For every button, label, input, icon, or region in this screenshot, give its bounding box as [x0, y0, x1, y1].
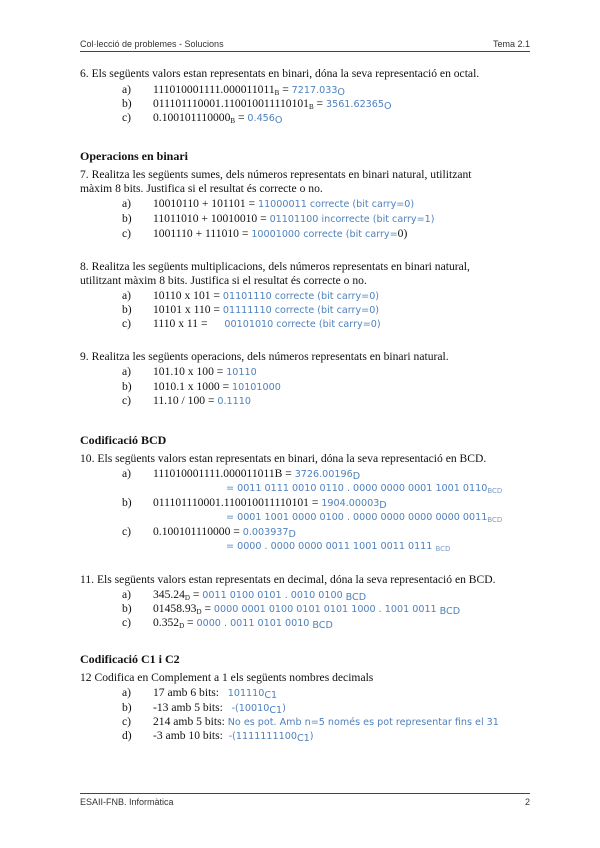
q7-a-answer: 11000011 correcte (bit carry=0)	[257, 199, 415, 210]
q10-c-answer: 0.003937	[242, 527, 289, 538]
q12-c-answer: No es pot. Amb n=5 només es pot representar fins el 31	[227, 717, 499, 728]
item-label: b)	[122, 97, 132, 110]
q11-c-line: $0.352_D = 0000$ . 0011 0101 0010 $_{BCD}$	[153, 616, 333, 631]
section-heading: Operacions en binari	[80, 149, 189, 163]
item-label: b)	[122, 602, 132, 615]
q12-b-line: -13 amb 5 bits: $-(10010_{C1})$	[153, 701, 286, 716]
q12-a-answer: 101110	[227, 688, 265, 699]
q10-a-line: $111010001111.000011011B = 3726.00196_D$	[153, 467, 361, 482]
q12-d-line: -3 amb 10 bits: $-(1111111100_{C1})$	[153, 729, 314, 744]
item-label: a)	[122, 467, 132, 480]
item-label: a)	[122, 83, 132, 96]
item-label: b)	[122, 212, 132, 225]
q9-c-answer: 0.1110	[217, 396, 251, 407]
header-topic: Tema 2.1	[492, 39, 530, 49]
item-label: b)	[122, 496, 132, 509]
q11-a-line: $345.24_D = 0011$ 0100 0101 . 0010 0100 $_{BCD}$	[153, 588, 367, 603]
q11-b-line: $01458.93_D = 0000$ 0001 0100 0101 0101 1000 . 1001 0011 $_{BCD}$	[153, 602, 461, 617]
item-label: c)	[122, 616, 132, 629]
q6-b-answer: 3561.62365	[326, 99, 384, 110]
section-heading: Codificació C1 i C2	[80, 652, 180, 666]
q10-b-answer: 1904.00003	[321, 498, 380, 509]
q10-a-bcd: = 0011 0111 0010 0110 . 0000 0000 0001 1001 $0110_{BCD}$	[226, 483, 503, 495]
q10-a-answer: 3726.00196	[294, 469, 353, 480]
q9-c-line: 11.10 / 100 = 0.1110	[153, 394, 251, 407]
q11-statement: 11. Els següents valors estan representats en decimal, dóna la seva representació en BCD.	[80, 573, 496, 586]
q10-b-bcd: = 0001 1001 0000 0100 . 0000 0000 0000 0000 $0011_{BCD}$	[226, 512, 503, 524]
q8-statement-1: 8. Realitza les següents multiplicacions, dels números representats en binari natural,	[80, 260, 470, 273]
page-header	[80, 39, 530, 49]
q10-c-bcd: = 0000 . 0000 0000 0011 1001 0011 0111 $_{BCD}$	[226, 541, 451, 553]
q7-c-answer: 10001000 correcte (bit carry=	[251, 229, 398, 240]
item-label: b)	[122, 380, 132, 393]
q9-statement: 9. Realitza les següents operacions, dels números representats en binari natural.	[80, 350, 449, 363]
item-label: c)	[122, 394, 132, 407]
item-label: a)	[122, 686, 132, 699]
q12-c-line: 214 amb 5 bits: No es pot. Amb n=5 només es pot representar fins el 31	[153, 715, 499, 728]
footer-course: ESAII-FNB. Informàtica	[80, 797, 174, 807]
q8-b-answer: 01111110 correcte (bit carry=0)	[222, 305, 380, 316]
item-label: c)	[122, 111, 132, 124]
q8-a-answer: 01101110 correcte (bit carry=0)	[222, 291, 380, 302]
item-label: b)	[122, 303, 132, 316]
page-number: 2	[524, 797, 530, 807]
item-label: d)	[122, 729, 132, 742]
q11-a-answer: 0011 0100 0101 . 0010 0100	[202, 590, 343, 601]
q9-b-answer: 10101000	[232, 382, 281, 393]
q8-b-line: 10101 x 110 = 01111110 correcte (bit carry=0)	[153, 303, 380, 316]
q8-statement-2: utilitzant màxim 8 bits. Justifica si el resultat és correcte o no.	[80, 274, 367, 287]
footer-rule	[80, 793, 530, 794]
item-label: b)	[122, 701, 132, 714]
item-label: a)	[122, 365, 132, 378]
item-label: a)	[122, 289, 132, 302]
section-heading: Codificació BCD	[80, 433, 167, 447]
q7-a-line: 10010110 + 101101 = 11000011 correcte (bit carry=0)	[153, 197, 415, 210]
q6-b-line: $011101110001.110010011110101_B = 3561.62365_O$	[153, 97, 392, 112]
q12-a-line: 17 amb 6 bits: $101110_{C1}$	[153, 686, 278, 701]
q10-b-line: $011101110001.110010011110101 = 1904.00003_D$	[153, 496, 387, 511]
q7-c-line: 1001110 + 111010 = 10001000 correcte (bit carry=0)	[153, 227, 408, 240]
q6-statement: 6. Els següents valors estan representats en binari, dóna la seva representació en octal.	[80, 67, 480, 80]
item-label: a)	[122, 197, 132, 210]
q11-c-answer: 0000 . 0011 0101 0010	[196, 618, 310, 629]
q11-b-answer: 0000 0001 0100 0101 0101 1000 . 1001 0011	[213, 604, 437, 615]
q9-b-line: 1010.1 x 1000 = 10101000	[153, 380, 281, 393]
item-label: c)	[122, 715, 132, 728]
q7-b-answer: 01101100 incorrecte (bit carry=1)	[269, 214, 435, 225]
header-rule	[80, 51, 530, 52]
q10-statement: 10. Els següents valors estan representats en binari, dóna la seva representació en BCD.	[80, 452, 487, 465]
q8-a-line: 10110 x 101 = 01101110 correcte (bit carry=0)	[153, 289, 380, 302]
q8-c-answer: 00101010 correcte (bit carry=0)	[224, 319, 381, 330]
q6-c-answer: 0.456	[247, 113, 275, 124]
q7-b-line: 11011010 + 10010010 = 01101100 incorrecte (bit carry=1)	[153, 212, 435, 225]
item-label: c)	[122, 317, 132, 330]
q9-a-answer: 10110	[226, 367, 257, 378]
q12-statement: 12 Codifica en Complement a 1 els següents nombres decimals	[80, 671, 374, 684]
q6-a-answer: 7217.033	[291, 85, 338, 96]
page-footer	[80, 797, 530, 807]
header-title: Col·lecció de problemes - Solucions	[80, 39, 224, 49]
q9-a-line: 101.10 x 100 = 10110	[153, 365, 257, 378]
q7-statement-1: 7. Realitza les següents sumes, dels números representats en binari natural, utilitzant	[80, 168, 472, 181]
q6-a-line: $111010001111.000011011_B = 7217.033_O$	[153, 83, 345, 98]
item-label: c)	[122, 227, 132, 240]
q12-b-answer: -(10010	[231, 703, 270, 714]
item-label: c)	[122, 525, 132, 538]
q7-statement-2: màxim 8 bits. Justifica si el resultat és correcte o no.	[80, 182, 323, 195]
q6-c-line: $0.100101110000_B = 0.456_O$	[153, 111, 283, 126]
item-label: a)	[122, 588, 132, 601]
q10-c-line: $0.100101110000 = 0.003937_D$	[153, 525, 296, 540]
q12-d-answer: -(1111111100	[228, 731, 297, 742]
q8-c-line: 1110 x 11 = 00101010 correcte (bit carry=0)	[153, 317, 381, 330]
